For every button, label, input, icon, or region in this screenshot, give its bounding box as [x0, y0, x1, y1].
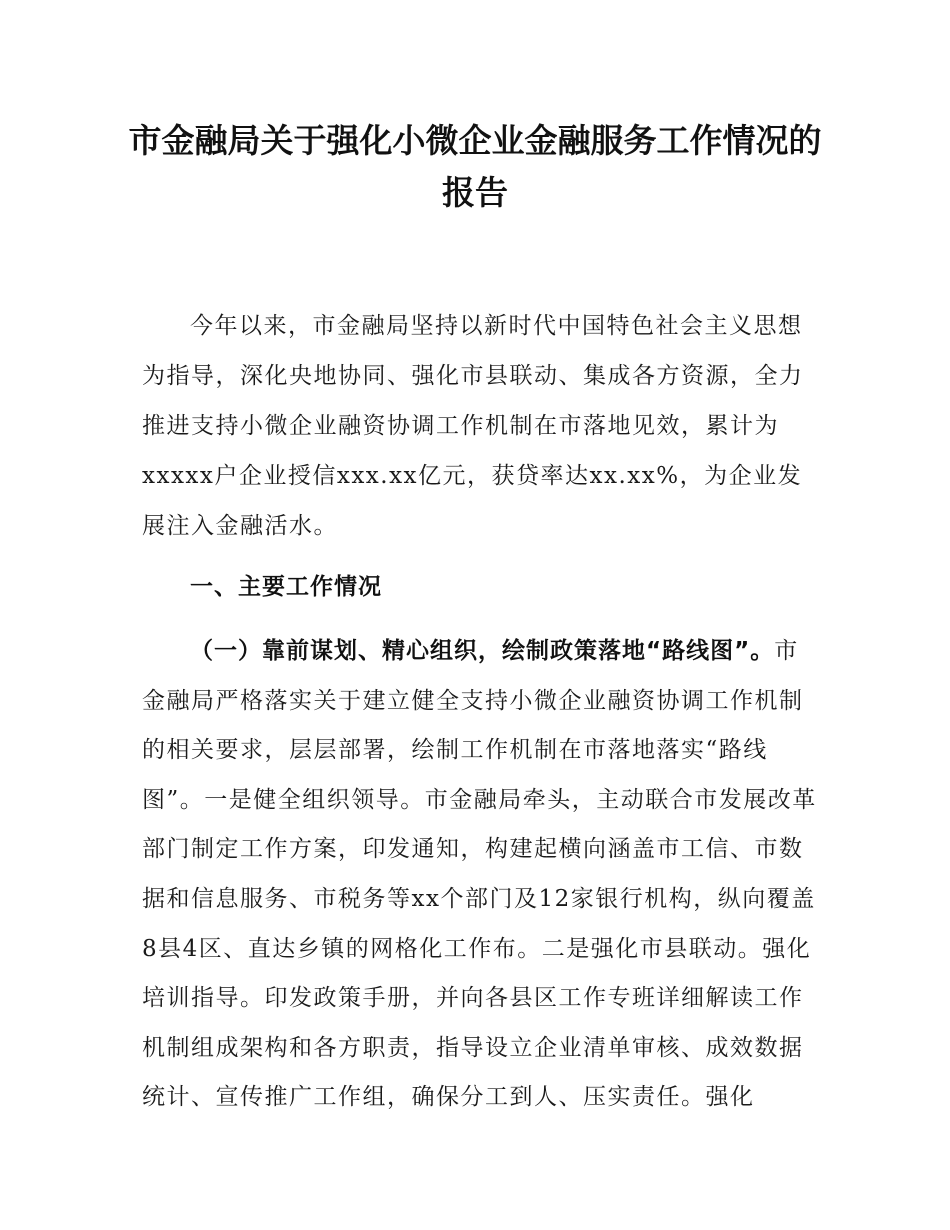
- intro-paragraph: 今年以来，市金融局坚持以新时代中国特色社会主义思想为指导，深化央地协同、强化市县联动、集成各方资源，全力推进支持小微企业融资协调工作机制在市落地见效，累计为xxxxx户企业授信xxx.xx亿元，获贷率达xx.xx%，为企业发展注入金融活水。: [142, 313, 804, 539]
- subsection-heading-1: （一）靠前谋划、精心组织，绘制政策落地“路线图”。: [190, 638, 775, 664]
- section-heading-main-work: 一、主要工作情况: [190, 574, 382, 600]
- subsection-body-1: 市金融局严格落实关于建立健全支持小微企业融资协调工作机制的相关要求，层层部署，绘制工作机制在市落地落实“路线图”。一是健全组织领导。市金融局牵头，主动联合市发展改革部门制定工作方案，印发通知，构建起横向涵盖市工信、市数据和信息服务、市税务等xx个部门及12家银行机构，纵向覆盖8县4区、直达乡镇的网格化工作布。二是强化市县联动。强化培训指导。印发政策手册，并向各县区工作专班详细解读工作机制组成架构和各方职责，指导设立企业清单审核、成效数据统计、宣传推广工作组，确保分工到人、压实责任。强化: [142, 638, 817, 1111]
- document-title: 市金融局关于强化小微企业金融服务工作情况的报告: [128, 121, 822, 212]
- subsection-paragraph-1: [142, 627, 818, 1123]
